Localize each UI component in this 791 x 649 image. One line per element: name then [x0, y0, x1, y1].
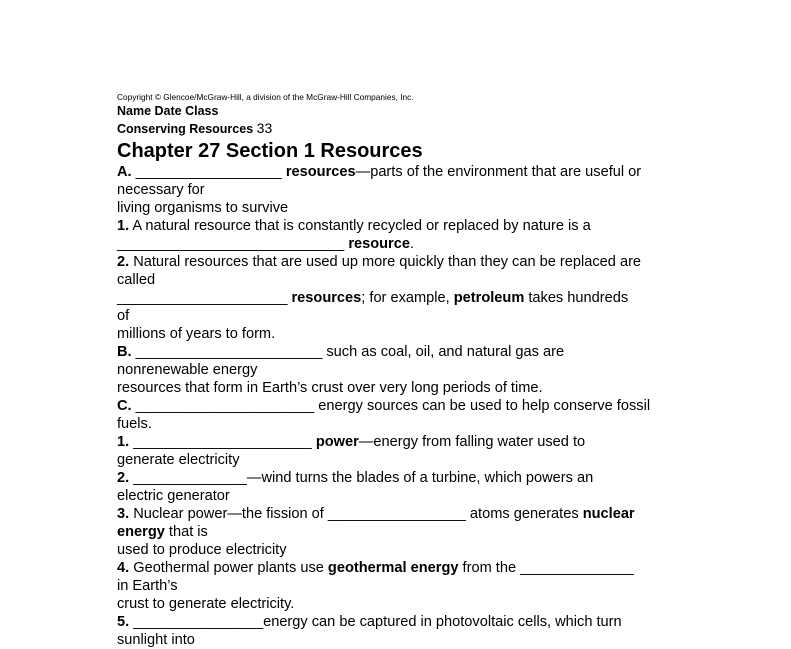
term: resources	[285, 164, 356, 180]
blank: ______________________	[129, 434, 316, 450]
line-8	[117, 289, 692, 307]
line-15: fuels.	[117, 416, 152, 432]
line-9: of	[117, 308, 130, 324]
worksheet-body	[117, 163, 692, 649]
line-20	[117, 505, 692, 523]
item-label: 2.	[117, 254, 130, 270]
line-22: used to produce electricity	[117, 542, 287, 558]
line-26	[117, 613, 692, 631]
term: resources	[291, 290, 362, 306]
line-16	[117, 433, 692, 451]
line-11	[117, 343, 692, 361]
text: —parts of the environment that are useful or	[355, 164, 642, 180]
term: energy	[117, 524, 165, 540]
line-24: in Earth’s	[117, 578, 178, 594]
text: .	[409, 236, 415, 252]
text: Natural resources that are used up more quickly than they can be replaced are	[129, 254, 642, 270]
item-label: C.	[117, 398, 132, 414]
line-7: called	[117, 272, 156, 288]
text: Geothermal power plants use	[129, 560, 328, 576]
text: ; for example,	[361, 290, 454, 306]
text: —energy from falling water used to	[358, 434, 586, 450]
line-23	[117, 559, 692, 577]
text: from the ______________	[458, 560, 634, 576]
line-5	[117, 235, 692, 253]
section-label-text: Conserving Resources	[117, 122, 254, 136]
line-27: sunlight into	[117, 632, 195, 648]
line-6	[117, 253, 692, 271]
line-19: electric generator	[117, 488, 230, 504]
text: takes hundreds	[524, 290, 629, 306]
text: ______________—wind turns the blades of a turbine, which powers an	[129, 470, 594, 486]
line-10: millions of years to form.	[117, 326, 276, 342]
copyright-notice: Copyright © Glencoe/McGraw-Hill, a division of the McGraw-Hill Companies, Inc.	[117, 92, 414, 102]
term: nuclear	[582, 506, 635, 522]
line-18	[117, 469, 692, 487]
text: ______________________ energy sources can be used to help conserve fossil	[131, 398, 651, 414]
item-label: 2.	[117, 470, 130, 486]
term: petroleum	[453, 290, 525, 306]
item-label: A.	[117, 164, 132, 180]
line-2: necessary for	[117, 182, 205, 198]
text: Nuclear power—the fission of _________________ atoms generates	[129, 506, 583, 522]
term: power	[315, 434, 359, 450]
page-title: Chapter 27 Section 1 Resources	[117, 140, 423, 162]
line-1	[117, 163, 692, 181]
text: ________________energy can be captured in photovoltaic cells, which turn	[129, 614, 622, 630]
name-date-class: Name Date Class	[117, 104, 219, 118]
line-21	[117, 523, 692, 541]
line-3: living organisms to survive	[117, 200, 289, 216]
page-number: 33	[256, 120, 273, 136]
blank: _____________________	[117, 290, 292, 306]
item-label: 1.	[117, 434, 130, 450]
line-13: resources that form in Earth’s crust over very long periods of time.	[117, 380, 543, 396]
text: A natural resource that is constantly recycled or replaced by nature is a	[129, 218, 591, 234]
item-label: 3.	[117, 506, 130, 522]
item-label: 1.	[117, 218, 130, 234]
line-17: generate electricity	[117, 452, 240, 468]
item-label: B.	[117, 344, 132, 360]
line-12: nonrenewable energy	[117, 362, 258, 378]
term: geothermal energy	[327, 560, 459, 576]
text: _______________________ such as coal, oil, and natural gas are	[131, 344, 565, 360]
item-label: 5.	[117, 614, 130, 630]
worksheet-content	[117, 92, 692, 649]
line-25: crust to generate electricity.	[117, 596, 295, 612]
blank: ____________________________	[117, 236, 349, 252]
item-label: 4.	[117, 560, 130, 576]
line-14	[117, 397, 692, 415]
section-label	[117, 120, 692, 138]
blank: __________________	[135, 164, 282, 180]
line-4	[117, 217, 692, 235]
text: that is	[164, 524, 208, 540]
term: resource	[348, 236, 410, 252]
